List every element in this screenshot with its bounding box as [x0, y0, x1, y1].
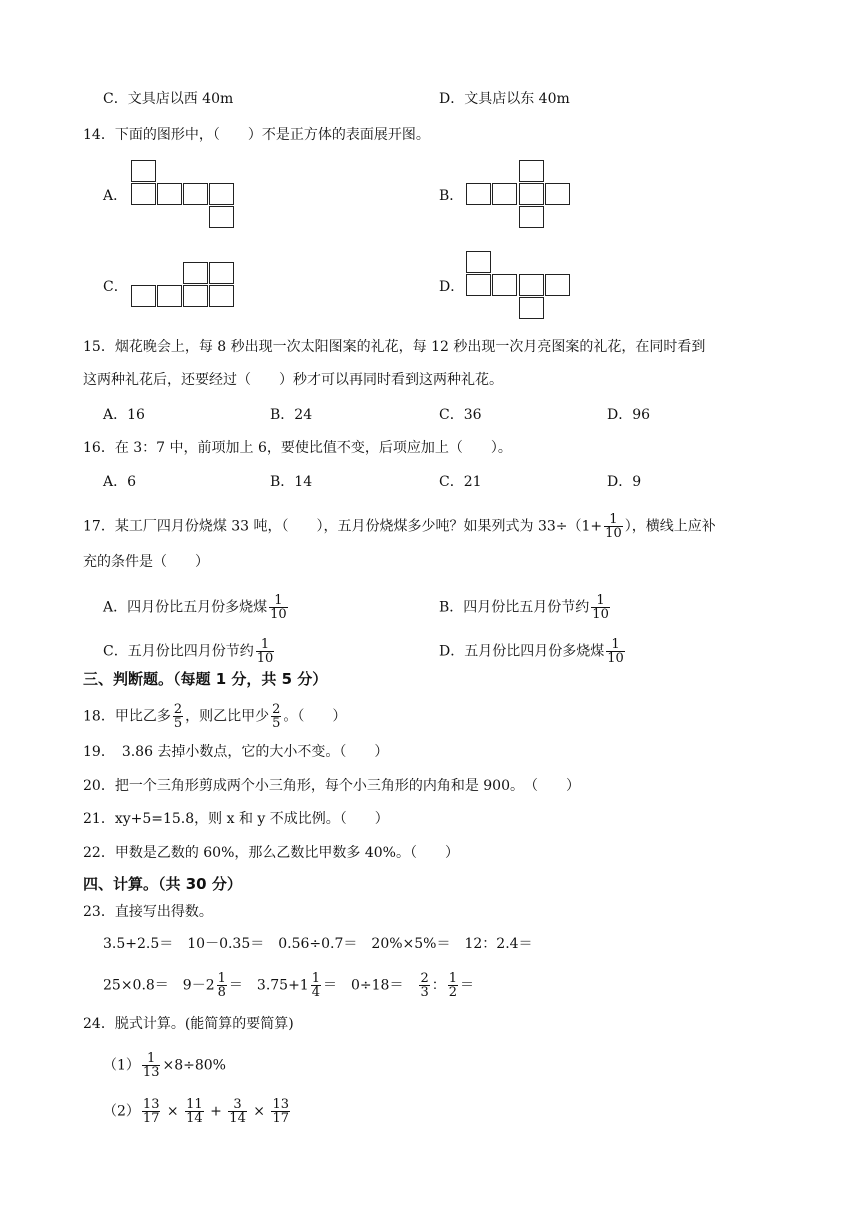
q21: 21．xy+5=15.8，则 x 和 y 不成比例。（ ）	[83, 811, 389, 827]
q14-option-a: A．	[103, 188, 128, 204]
q23-row2: 25×0.8＝ 9－2 $\frac{1}{8}$ ＝ 3.75+1 $\frac{1}{4}$ ＝ 0÷18＝ $\frac{2}{3}$ ： $\frac{1}{2}$ ＝	[103, 971, 475, 1000]
q14-option-b: B．	[439, 188, 464, 204]
q17-stem-line2: 充的条件是（ ）	[83, 554, 209, 570]
q14-option-d: D．	[439, 279, 465, 295]
q13-option-d: D．文具店以东 40m	[439, 91, 570, 107]
q14-option-c: C．	[103, 279, 128, 295]
q22: 22．甲数是乙数的 60%，那么乙数比甲数多 40%。（ ）	[83, 845, 459, 861]
q15-option-c: C．36	[439, 407, 482, 423]
q16-option-a: A．6	[103, 474, 137, 490]
q24-part1: （1） $\frac{1}{13}$ ×8÷80%	[103, 1051, 226, 1080]
q16-option-d: D．9	[607, 474, 642, 490]
q17-option-a: A．四月份比五月份多烧煤 $\frac{1}{10}$	[103, 593, 287, 622]
q15-stem-line1: 15．烟花晚会上，每 8 秒出现一次太阳图案的礼花，每 12 秒出现一次月亮图案的礼花，在同时看到	[83, 339, 706, 355]
q16-option-b: B．14	[270, 474, 313, 490]
q15-option-b: B．24	[270, 407, 313, 423]
q15-stem-line2: 这两种礼花后，还要经过（ ）秒才可以再同时看到这两种礼花。	[83, 372, 503, 388]
q17-option-d: D．五月份比四月份多烧煤 $\frac{1}{10}$	[439, 637, 624, 666]
fraction-1-10: $\frac{1}{10}$	[605, 512, 622, 541]
q20: 20．把一个三角形剪成两个小三角形，每个小三角形的内角和是 900。 （ ）	[83, 778, 580, 794]
q17-option-c: C．五月份比四月份节约 $\frac{1}{10}$	[103, 637, 274, 666]
q23-stem: 23．直接写出得数。	[83, 904, 213, 920]
q24-stem: 24．脱式计算。(能简算的要简算)	[83, 1016, 294, 1032]
q16-option-c: C．21	[439, 474, 482, 490]
q16-stem: 16．在 3：7 中，前项加上 6，要使比值不变，后项应加上（ ）。	[83, 440, 512, 456]
q15-option-d: D．96	[607, 407, 651, 423]
q24-part2: （2） $\frac{13}{17}$ × $\frac{11}{14}$ + $\frac{3}{14}$ × $\frac{13}{17}$	[103, 1097, 290, 1126]
q23-row1: 3.5+2.5＝ 10－0.35＝ 0.56÷0.7＝ 20%×5%＝ 12：2.4＝	[103, 936, 533, 952]
q13-option-c: C．文具店以西 40m	[103, 91, 234, 107]
q19: 19． 3.86 去掉小数点，它的大小不变。（ ）	[83, 744, 389, 760]
q15-option-a: A．16	[103, 407, 145, 423]
section-4-heading: 四、计算。（共 30 分）	[83, 875, 242, 893]
q17-option-b: B．四月份比五月份节约 $\frac{1}{10}$	[439, 593, 609, 622]
q17-stem: 17．某工厂四月份烧煤 33 吨，（ ），五月份烧煤多少吨？如果列式为 33÷（1+ $\frac{1}{10}$ ），横线上应补	[83, 512, 716, 541]
q14-stem: 14．下面的图形中，（ ）不是正方体的表面展开图。	[83, 127, 430, 143]
q18: 18．甲比乙多 $\frac{2}{5}$ ，则乙比甲少 $\frac{2}{5}$ 。（ ）	[83, 702, 347, 731]
section-3-heading: 三、判断题。（每题 1 分，共 5 分）	[83, 670, 328, 688]
